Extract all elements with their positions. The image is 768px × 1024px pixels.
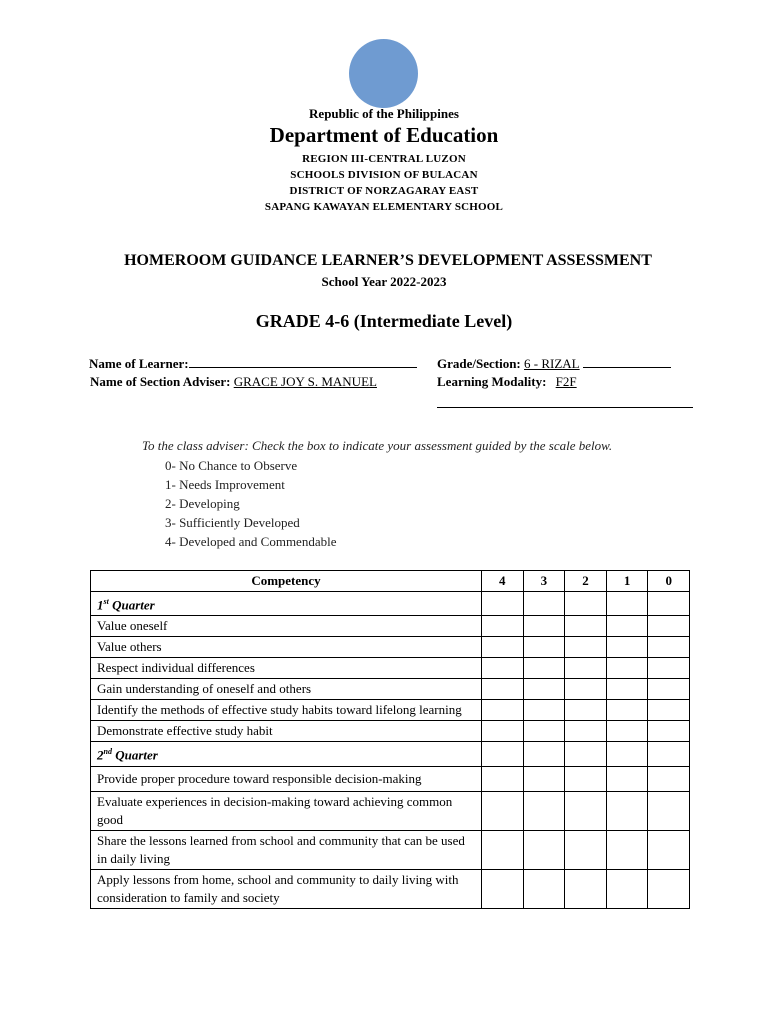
score-box[interactable] — [482, 679, 524, 700]
score-box[interactable] — [648, 658, 690, 679]
extra-blank-line — [437, 407, 693, 408]
republic-text: Republic of the Philippines — [309, 106, 459, 121]
competency-cell: Apply lessons from home, school and community to daily living with consideration to family and society — [91, 869, 482, 908]
score-box[interactable] — [565, 869, 607, 908]
competency-cell: Provide proper procedure toward responsible decision-making — [91, 766, 482, 791]
score-box[interactable] — [648, 721, 690, 742]
score-box[interactable] — [565, 830, 607, 869]
table-row — [91, 637, 690, 658]
modality-label: Learning Modality: — [437, 374, 547, 389]
table-row — [91, 721, 690, 742]
score-box[interactable] — [648, 592, 690, 616]
score-box[interactable] — [523, 721, 565, 742]
competency-cell: Gain understanding of oneself and others — [91, 679, 482, 700]
header-score-2: 2 — [565, 571, 607, 592]
scale-item: 2- Developing — [165, 496, 240, 511]
adviser-field — [90, 374, 377, 390]
score-box[interactable] — [482, 658, 524, 679]
score-box[interactable] — [523, 869, 565, 908]
score-box[interactable] — [523, 830, 565, 869]
score-box[interactable] — [482, 616, 524, 637]
learner-name-blank[interactable] — [189, 355, 417, 368]
score-box[interactable] — [565, 721, 607, 742]
modality-field — [437, 374, 577, 390]
table-header-row — [91, 571, 690, 592]
header-score-1: 1 — [606, 571, 648, 592]
score-box[interactable] — [523, 637, 565, 658]
table-row — [91, 830, 690, 869]
quarter-2-row — [91, 742, 690, 766]
score-box[interactable] — [523, 592, 565, 616]
deped-seal-logo — [349, 39, 418, 108]
score-box[interactable] — [482, 721, 524, 742]
department-title: Department of Education — [269, 123, 499, 147]
score-box[interactable] — [565, 616, 607, 637]
table-row — [91, 791, 690, 830]
score-box[interactable] — [565, 592, 607, 616]
header-competency: Competency — [91, 571, 482, 592]
score-box[interactable] — [648, 637, 690, 658]
competency-cell: Evaluate experiences in decision-making toward achieving common good — [91, 791, 482, 830]
score-box[interactable] — [648, 766, 690, 791]
score-box[interactable] — [606, 791, 648, 830]
score-box[interactable] — [648, 830, 690, 869]
score-box[interactable] — [482, 791, 524, 830]
score-box[interactable] — [482, 637, 524, 658]
instruction-text: To the class adviser: Check the box to indicate your assessment guided by the scale below. — [142, 438, 613, 453]
score-box[interactable] — [523, 742, 565, 766]
grade-section-field — [437, 355, 671, 372]
score-box[interactable] — [523, 766, 565, 791]
score-box[interactable] — [648, 869, 690, 908]
score-box[interactable] — [606, 766, 648, 791]
competency-cell: Identify the methods of effective study habits toward lifelong learning — [91, 700, 482, 721]
score-box[interactable] — [606, 616, 648, 637]
score-box[interactable] — [606, 592, 648, 616]
scale-item: 4- Developed and Commendable — [165, 534, 337, 549]
learner-name-field — [89, 355, 417, 372]
competency-cell: Value oneself — [91, 616, 482, 637]
quarter-1-label: 1st Quarter — [91, 592, 482, 616]
table-row — [91, 658, 690, 679]
score-box[interactable] — [606, 700, 648, 721]
score-box[interactable] — [565, 766, 607, 791]
score-box[interactable] — [606, 830, 648, 869]
table-row — [91, 700, 690, 721]
score-box[interactable] — [482, 869, 524, 908]
competency-cell: Respect individual differences — [91, 658, 482, 679]
competency-cell: Share the lessons learned from school and community that can be used in daily living — [91, 830, 482, 869]
adviser-value[interactable]: GRACE JOY S. MANUEL — [233, 374, 377, 389]
score-box[interactable] — [482, 742, 524, 766]
table-row — [91, 869, 690, 908]
score-box[interactable] — [648, 679, 690, 700]
score-box[interactable] — [648, 616, 690, 637]
score-box[interactable] — [565, 679, 607, 700]
score-box[interactable] — [565, 637, 607, 658]
competency-table — [90, 570, 690, 909]
school-name: SAPANG KAWAYAN ELEMENTARY SCHOOL — [264, 201, 504, 213]
division-text: SCHOOLS DIVISION OF BULACAN — [290, 169, 478, 181]
header-score-4: 4 — [482, 571, 524, 592]
form-title: HOMEROOM GUIDANCE LEARNER’S DEVELOPMENT ASSESSMENT — [124, 252, 652, 269]
score-box[interactable] — [606, 679, 648, 700]
score-box[interactable] — [482, 700, 524, 721]
score-box[interactable] — [606, 637, 648, 658]
score-box[interactable] — [606, 869, 648, 908]
score-box[interactable] — [648, 700, 690, 721]
grade-level: GRADE 4-6 (Intermediate Level) — [255, 311, 513, 331]
score-box[interactable] — [523, 658, 565, 679]
score-box[interactable] — [482, 830, 524, 869]
modality-value[interactable]: F2F — [555, 374, 577, 389]
table-row — [91, 616, 690, 637]
score-box[interactable] — [565, 658, 607, 679]
score-box[interactable] — [606, 742, 648, 766]
header-score-3: 3 — [523, 571, 565, 592]
scale-item: 0- No Chance to Observe — [165, 458, 298, 473]
adviser-label: Name of Section Adviser: — [90, 374, 231, 389]
score-box[interactable] — [648, 791, 690, 830]
table-row — [91, 679, 690, 700]
competency-cell: Value others — [91, 637, 482, 658]
score-box[interactable] — [565, 700, 607, 721]
quarter-2-label: 2nd Quarter — [91, 742, 482, 766]
scale-item: 1- Needs Improvement — [165, 477, 285, 492]
school-year: School Year 2022-2023 — [321, 274, 447, 289]
score-box[interactable] — [523, 791, 565, 830]
score-box[interactable] — [565, 742, 607, 766]
grade-section-blank[interactable] — [583, 355, 671, 368]
header-score-0: 0 — [648, 571, 690, 592]
quarter-1-row — [91, 592, 690, 616]
score-box[interactable] — [523, 616, 565, 637]
score-box[interactable] — [523, 700, 565, 721]
learner-name-label: Name of Learner: — [89, 356, 189, 371]
score-box[interactable] — [482, 766, 524, 791]
region-text: REGION III-CENTRAL LUZON — [302, 153, 466, 165]
competency-cell: Demonstrate effective study habit — [91, 721, 482, 742]
scale-item: 3- Sufficiently Developed — [165, 515, 300, 530]
grade-section-value[interactable]: 6 - RIZAL — [524, 356, 580, 371]
grade-section-label: Grade/Section: — [437, 356, 521, 371]
score-box[interactable] — [606, 721, 648, 742]
score-box[interactable] — [565, 791, 607, 830]
district-text: DISTRICT OF NORZAGARAY EAST — [289, 185, 479, 197]
table-row — [91, 766, 690, 791]
score-box[interactable] — [523, 679, 565, 700]
score-box[interactable] — [482, 592, 524, 616]
score-box[interactable] — [606, 658, 648, 679]
score-box[interactable] — [648, 742, 690, 766]
